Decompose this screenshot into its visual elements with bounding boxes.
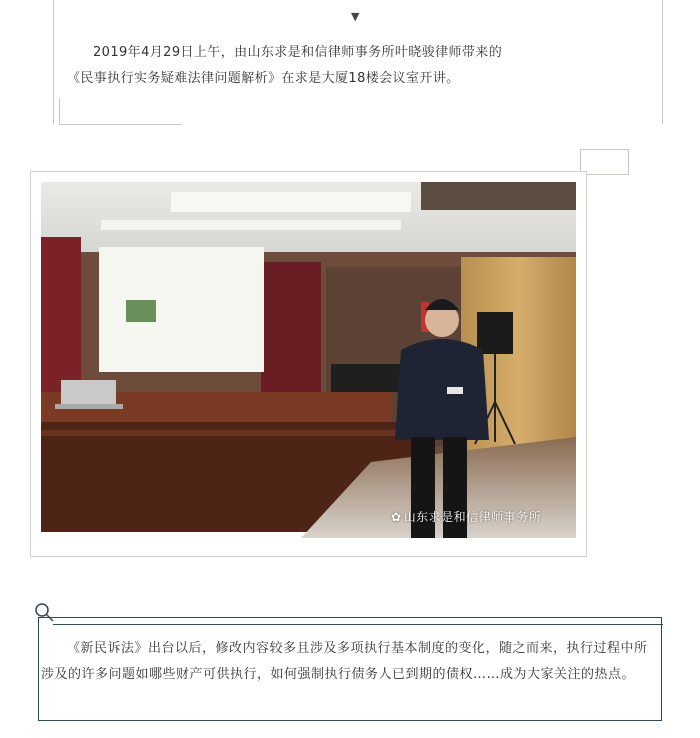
corner-decoration <box>59 98 182 125</box>
intro-line-2: 《民事执行实务疑难法律问题解析》在求是大厦18楼会议室开讲。 <box>67 71 460 86</box>
closing-text: 《新民诉法》出台以后，修改内容较多且涉及多项执行基本制度的变化，随之而来，执行过程中所涉及的许多问题如哪些财产可供执行，如何强制执行债务人已到期的债权……成为大家关注的热点。 <box>41 641 648 682</box>
photo-watermark <box>391 508 541 525</box>
left-divider <box>53 0 54 124</box>
closing-section <box>38 617 662 721</box>
lecture-scene-image <box>41 182 576 538</box>
intro-section <box>53 0 663 124</box>
closing-top-rule <box>53 624 663 625</box>
closing-paragraph <box>41 636 653 688</box>
watermark-text: 山东求是和信律师事务所 <box>403 510 542 524</box>
photo-corner-decoration <box>580 149 629 175</box>
intro-line-1: 2019年4月29日上午，由山东求是和信律师事务所叶晓骏律师带来的 <box>93 45 503 60</box>
intro-paragraph <box>67 40 657 92</box>
lecture-photo <box>41 182 576 538</box>
down-triangle-icon: ▼ <box>351 10 360 23</box>
wechat-icon: ✿ <box>391 510 402 524</box>
right-divider <box>662 0 663 124</box>
